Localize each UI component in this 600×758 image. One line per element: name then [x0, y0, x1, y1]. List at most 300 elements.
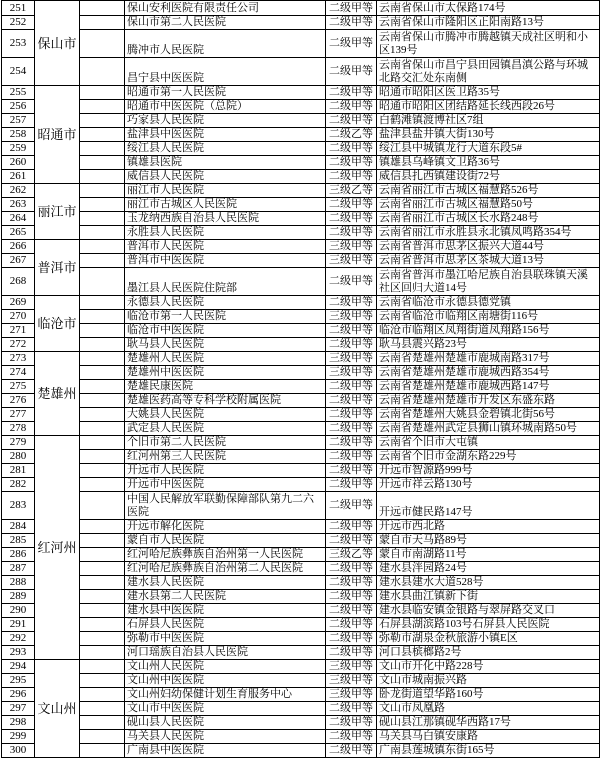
table-body [2, 1, 600, 758]
hospital-level-cell: 二级甲等 [326, 730, 377, 744]
address-cell: 白鹤滩镇渡博社区7组 [377, 114, 600, 128]
table-row [2, 128, 600, 142]
hospital-name-cell: 丽江市古城区人民医院 [125, 198, 326, 212]
hospital-level-cell: 二级甲等 [326, 268, 377, 296]
row-number-cell: 257 [2, 114, 35, 128]
row-number-cell: 262 [2, 184, 35, 198]
address-cell: 云南省楚雄州楚雄市鹿城南路317号 [377, 352, 600, 366]
blank-cell [80, 268, 125, 296]
hospital-level-cell: 二级甲等 [326, 478, 377, 492]
row-number-cell: 281 [2, 464, 35, 478]
address-cell: 蒙自市南湖路11号 [377, 548, 600, 562]
city-cell: 红河州 [35, 436, 80, 660]
hospital-level-cell: 二级甲等 [326, 604, 377, 618]
hospital-name-cell: 普洱市中医医院 [125, 254, 326, 268]
hospital-name-cell: 临沧市第一人民医院 [125, 310, 326, 324]
table-row [2, 156, 600, 170]
hospital-name-cell: 红河哈尼族彝族自治州第二人民医院 [125, 562, 326, 576]
table-row [2, 352, 600, 366]
row-number-cell: 295 [2, 674, 35, 688]
hospital-name-cell: 文山州妇幼保健计划生育服务中心 [125, 688, 326, 702]
row-number-cell: 277 [2, 408, 35, 422]
row-number-cell: 253 [2, 30, 35, 58]
address-cell: 云南省楚雄州大姚县金碧镇北街56号 [377, 408, 600, 422]
city-cell: 临沧市 [35, 296, 80, 352]
hospital-level-cell: 二级甲等 [326, 324, 377, 338]
address-cell: 建水县曲江镇新下街 [377, 590, 600, 604]
table-row [2, 520, 600, 534]
hospital-level-cell: 二级甲等 [326, 436, 377, 450]
table-row [2, 436, 600, 450]
hospital-level-cell: 二级乙等 [326, 128, 377, 142]
hospital-name-cell: 马关县人民医院 [125, 730, 326, 744]
address-cell: 石屏县湖滨路103号石屏县人民医院 [377, 618, 600, 632]
row-number-cell: 296 [2, 688, 35, 702]
hospital-name-cell: 腾冲市人民医院 [125, 30, 326, 58]
blank-cell [80, 142, 125, 156]
hospital-level-cell: 二级甲等 [326, 380, 377, 394]
table-row [2, 702, 600, 716]
blank-cell [80, 352, 125, 366]
hospital-level-cell: 二级甲等 [326, 716, 377, 730]
blank-cell [80, 744, 125, 758]
row-number-cell: 267 [2, 254, 35, 268]
hospital-name-cell: 开远市人民医院 [125, 464, 326, 478]
hospital-level-cell: 三级甲等 [326, 240, 377, 254]
table-row [2, 310, 600, 324]
blank-cell [80, 632, 125, 646]
hospital-name-cell: 绥江县人民医院 [125, 142, 326, 156]
blank-cell [80, 492, 125, 520]
blank-cell [80, 86, 125, 100]
table-row [2, 240, 600, 254]
address-cell: 河口县槟榔路2号 [377, 646, 600, 660]
row-number-cell: 271 [2, 324, 35, 338]
address-cell: 砚山县江那镇砚华西路17号 [377, 716, 600, 730]
hospital-name-cell: 楚雄医药高等专科学校附属医院 [125, 394, 326, 408]
table-row [2, 338, 600, 352]
hospital-name-cell: 文山市中医医院 [125, 702, 326, 716]
row-number-cell: 298 [2, 716, 35, 730]
row-number-cell: 288 [2, 576, 35, 590]
blank-cell [80, 1, 125, 16]
row-number-cell: 300 [2, 744, 35, 758]
address-cell: 云南省保山市腾冲市腾越镇天成社区明和小区139号 [377, 30, 600, 58]
row-number-cell: 265 [2, 226, 35, 240]
city-cell: 昭通市 [35, 86, 80, 184]
hospital-name-cell: 永胜县人民医院 [125, 226, 326, 240]
blank-cell [80, 660, 125, 674]
row-number-cell: 278 [2, 422, 35, 436]
table-row [2, 478, 600, 492]
blank-cell [80, 310, 125, 324]
row-number-cell: 252 [2, 16, 35, 30]
row-number-cell: 276 [2, 394, 35, 408]
hospital-level-cell: 二级甲等 [326, 198, 377, 212]
hospital-name-cell: 临沧市中医医院 [125, 324, 326, 338]
row-number-cell: 299 [2, 730, 35, 744]
table-row [2, 646, 600, 660]
table-row [2, 730, 600, 744]
hospital-level-cell: 二级甲等 [326, 450, 377, 464]
hospital-name-cell: 中国人民解放军联勤保障部队第九二六医院 [125, 492, 326, 520]
city-cell: 文山州 [35, 660, 80, 758]
address-cell: 云南省保山市昌宁县田园镇昌滇公路与环城北路交汇处东南侧 [377, 58, 600, 86]
blank-cell [80, 688, 125, 702]
blank-cell [80, 604, 125, 618]
hospital-level-cell: 二级甲等 [326, 534, 377, 548]
hospital-level-cell: 三级甲等 [326, 688, 377, 702]
table-row [2, 226, 600, 240]
blank-cell [80, 576, 125, 590]
table-row [2, 590, 600, 604]
row-number-cell: 251 [2, 1, 35, 16]
row-number-cell: 260 [2, 156, 35, 170]
address-cell: 开远市祥云路130号 [377, 478, 600, 492]
address-cell: 马关县马白镇安康路 [377, 730, 600, 744]
table-row [2, 492, 600, 520]
hospital-level-cell: 三级甲等 [326, 660, 377, 674]
blank-cell [80, 366, 125, 380]
address-cell: 云南省丽江市古城区长水路248号 [377, 212, 600, 226]
blank-cell [80, 338, 125, 352]
blank-cell [80, 674, 125, 688]
hospital-name-cell: 砚山县人民医院 [125, 716, 326, 730]
city-cell: 楚雄州 [35, 352, 80, 436]
address-cell: 昭通市昭阳区团结路延长线西段26号 [377, 100, 600, 114]
row-number-cell: 270 [2, 310, 35, 324]
hospital-name-cell: 昌宁县中医医院 [125, 58, 326, 86]
table-row [2, 254, 600, 268]
hospital-name-cell: 广南县中医医院 [125, 744, 326, 758]
address-cell: 云南省楚雄州楚雄市开发区东盛东路 [377, 394, 600, 408]
address-cell: 云南省楚雄州武定县狮山镇环城南路50号 [377, 422, 600, 436]
blank-cell [80, 716, 125, 730]
row-number-cell: 289 [2, 590, 35, 604]
hospital-name-cell: 个旧市第二人民医院 [125, 436, 326, 450]
blank-cell [80, 478, 125, 492]
table-row [2, 422, 600, 436]
table-row [2, 324, 600, 338]
hospital-level-cell: 二级甲等 [326, 422, 377, 436]
table-row [2, 58, 600, 86]
hospital-level-cell: 二级甲等 [326, 702, 377, 716]
address-cell: 云南省丽江市永胜县永北镇凤鸣路354号 [377, 226, 600, 240]
hospital-level-cell: 二级甲等 [326, 632, 377, 646]
address-cell: 云南省丽江市古城区福慧路50号 [377, 198, 600, 212]
table-row [2, 296, 600, 310]
row-number-cell: 287 [2, 562, 35, 576]
address-cell: 绥江县中城镇龙行大道东段5# [377, 142, 600, 156]
address-cell: 昭通市昭阳区医卫路35号 [377, 86, 600, 100]
row-number-cell: 279 [2, 436, 35, 450]
table-row [2, 632, 600, 646]
hospital-name-cell: 红河哈尼族彝族自治州第一人民医院 [125, 548, 326, 562]
table-row [2, 100, 600, 114]
address-cell: 云南省楚雄州楚雄市鹿城西路147号 [377, 380, 600, 394]
blank-cell [80, 436, 125, 450]
blank-cell [80, 184, 125, 198]
address-cell: 建水县泮园路24号 [377, 562, 600, 576]
table-row [2, 86, 600, 100]
blank-cell [80, 198, 125, 212]
blank-cell [80, 170, 125, 184]
table-row [2, 408, 600, 422]
hospital-name-cell: 文山州人民医院 [125, 660, 326, 674]
hospital-level-cell: 二级甲等 [326, 296, 377, 310]
hospital-name-cell: 镇雄县医院 [125, 156, 326, 170]
hospital-level-cell: 二级甲等 [326, 86, 377, 100]
hospital-level-cell: 二级甲等 [326, 100, 377, 114]
hospital-name-cell: 巧家县人民医院 [125, 114, 326, 128]
row-number-cell: 263 [2, 198, 35, 212]
row-number-cell: 284 [2, 520, 35, 534]
row-number-cell: 297 [2, 702, 35, 716]
row-number-cell: 268 [2, 268, 35, 296]
hospital-name-cell: 玉龙纳西族自治县人民医院 [125, 212, 326, 226]
hospital-name-cell: 丽江市人民医院 [125, 184, 326, 198]
row-number-cell: 273 [2, 352, 35, 366]
address-cell: 云南省楚雄州楚雄市鹿城西路354号 [377, 366, 600, 380]
hospital-name-cell: 河口瑶族自治县人民医院 [125, 646, 326, 660]
hospital-level-cell: 二级甲等 [326, 576, 377, 590]
table-row [2, 562, 600, 576]
row-number-cell: 258 [2, 128, 35, 142]
hospital-level-cell: 二级甲等 [326, 16, 377, 30]
hospital-name-cell: 蒙自市人民医院 [125, 534, 326, 548]
row-number-cell: 269 [2, 296, 35, 310]
blank-cell [80, 16, 125, 30]
blank-cell [80, 324, 125, 338]
blank-cell [80, 226, 125, 240]
hospital-name-cell: 耿马县人民医院 [125, 338, 326, 352]
blank-cell [80, 646, 125, 660]
row-number-cell: 255 [2, 86, 35, 100]
row-number-cell: 261 [2, 170, 35, 184]
address-cell: 镇雄县乌峰镇文卫路36号 [377, 156, 600, 170]
address-cell: 临沧市临翔区凤翔街道凤翔路156号 [377, 324, 600, 338]
blank-cell [80, 422, 125, 436]
address-cell: 蒙自市天马路89号 [377, 534, 600, 548]
hospital-level-cell: 二级甲等 [326, 520, 377, 534]
hospital-table [1, 0, 600, 758]
table-row [2, 30, 600, 58]
row-number-cell: 264 [2, 212, 35, 226]
hospital-name-cell: 大姚县人民医院 [125, 408, 326, 422]
hospital-level-cell: 三级甲等 [326, 254, 377, 268]
table-row [2, 604, 600, 618]
hospital-name-cell: 开远市解化医院 [125, 520, 326, 534]
row-number-cell: 290 [2, 604, 35, 618]
hospital-name-cell: 建水县第二人民医院 [125, 590, 326, 604]
address-cell: 广南县莲城镇东街165号 [377, 744, 600, 758]
address-cell: 文山市开化中路228号 [377, 660, 600, 674]
address-cell: 开远市西北路 [377, 520, 600, 534]
address-cell: 威信县扎西镇建设街72号 [377, 170, 600, 184]
city-cell: 丽江市 [35, 184, 80, 240]
blank-cell [80, 590, 125, 604]
address-cell: 云南省保山市太保路174号 [377, 1, 600, 16]
hospital-name-cell: 弥勒市中医医院 [125, 632, 326, 646]
blank-cell [80, 408, 125, 422]
blank-cell [80, 380, 125, 394]
address-cell: 云南省个旧市大屯镇 [377, 436, 600, 450]
hospital-level-cell: 二级甲等 [326, 212, 377, 226]
hospital-level-cell: 二级甲等 [326, 142, 377, 156]
hospital-level-cell: 二级甲等 [326, 408, 377, 422]
table-row [2, 660, 600, 674]
hospital-level-cell: 二级甲等 [326, 744, 377, 758]
hospital-level-cell: 二级甲等 [326, 30, 377, 58]
row-number-cell: 272 [2, 338, 35, 352]
hospital-level-cell: 二级甲等 [326, 58, 377, 86]
blank-cell [80, 562, 125, 576]
address-cell: 云南省普洱市思茅区振兴大道44号 [377, 240, 600, 254]
hospital-name-cell: 保山市第二人民医院 [125, 16, 326, 30]
row-number-cell: 282 [2, 478, 35, 492]
row-number-cell: 280 [2, 450, 35, 464]
address-cell: 文山市凤凰路 [377, 702, 600, 716]
table-row [2, 198, 600, 212]
hospital-name-cell: 盐津县中医医院 [125, 128, 326, 142]
hospital-level-cell: 二级甲等 [326, 114, 377, 128]
table-row [2, 394, 600, 408]
row-number-cell: 285 [2, 534, 35, 548]
hospital-name-cell: 永德县人民医院 [125, 296, 326, 310]
hospital-name-cell: 建水县中医医院 [125, 604, 326, 618]
blank-cell [80, 128, 125, 142]
table-row [2, 1, 600, 16]
hospital-level-cell: 二级甲等 [326, 156, 377, 170]
city-cell: 保山市 [35, 1, 80, 86]
blank-cell [80, 254, 125, 268]
address-cell: 建水县建水大道528号 [377, 576, 600, 590]
address-cell: 耿马县震兴路23号 [377, 338, 600, 352]
hospital-name-cell: 红河州第三人民医院 [125, 450, 326, 464]
row-number-cell: 283 [2, 492, 35, 520]
table-row [2, 170, 600, 184]
row-number-cell: 266 [2, 240, 35, 254]
hospital-name-cell: 武定县人民医院 [125, 422, 326, 436]
address-cell: 文山市城南振兴路 [377, 674, 600, 688]
address-cell: 盐津县盐井镇大街130号 [377, 128, 600, 142]
hospital-name-cell: 墨江县人民医院住院部 [125, 268, 326, 296]
row-number-cell: 275 [2, 380, 35, 394]
hospital-level-cell: 三级乙等 [326, 184, 377, 198]
blank-cell [80, 394, 125, 408]
blank-cell [80, 156, 125, 170]
blank-cell [80, 100, 125, 114]
row-number-cell: 286 [2, 548, 35, 562]
table-row [2, 744, 600, 758]
table-row [2, 688, 600, 702]
hospital-name-cell: 保山安利医院有限责任公司 [125, 1, 326, 16]
table-row [2, 212, 600, 226]
hospital-name-cell: 楚雄民康医院 [125, 380, 326, 394]
hospital-level-cell: 三级甲等 [326, 352, 377, 366]
hospital-level-cell: 二级甲等 [326, 646, 377, 660]
hospital-level-cell: 二级甲等 [326, 226, 377, 240]
blank-cell [80, 450, 125, 464]
blank-cell [80, 212, 125, 226]
table-row [2, 450, 600, 464]
table-row [2, 674, 600, 688]
table-row [2, 716, 600, 730]
address-cell: 云南省临沧市永德县德党镇 [377, 296, 600, 310]
hospital-name-cell: 楚雄州人民医院 [125, 352, 326, 366]
row-number-cell: 256 [2, 100, 35, 114]
table-row [2, 268, 600, 296]
blank-cell [80, 702, 125, 716]
row-number-cell: 274 [2, 366, 35, 380]
blank-cell [80, 520, 125, 534]
table-row [2, 366, 600, 380]
table-row [2, 548, 600, 562]
row-number-cell: 291 [2, 618, 35, 632]
table-row [2, 534, 600, 548]
address-cell: 云南省普洱市思茅区茶城大道13号 [377, 254, 600, 268]
hospital-level-cell: 二级甲等 [326, 170, 377, 184]
table-row [2, 576, 600, 590]
table-row [2, 464, 600, 478]
hospital-level-cell: 二级甲等 [326, 590, 377, 604]
hospital-name-cell: 威信县人民医院 [125, 170, 326, 184]
hospital-level-cell: 二级甲等 [326, 492, 377, 520]
address-cell: 云南省保山市隆阳区正阳南路13号 [377, 16, 600, 30]
blank-cell [80, 464, 125, 478]
hospital-level-cell: 二级甲等 [326, 338, 377, 352]
table-row [2, 184, 600, 198]
hospital-level-cell: 二级甲等 [326, 464, 377, 478]
blank-cell [80, 58, 125, 86]
blank-cell [80, 114, 125, 128]
blank-cell [80, 548, 125, 562]
hospital-name-cell: 石屏县人民医院 [125, 618, 326, 632]
table-row [2, 114, 600, 128]
blank-cell [80, 30, 125, 58]
address-cell: 开远市智源路999号 [377, 464, 600, 478]
hospital-name-cell: 普洱市人民医院 [125, 240, 326, 254]
row-number-cell: 292 [2, 632, 35, 646]
table-row [2, 618, 600, 632]
address-cell: 云南省个旧市金湖东路229号 [377, 450, 600, 464]
hospital-level-cell: 二级甲等 [326, 618, 377, 632]
table-row [2, 16, 600, 30]
blank-cell [80, 730, 125, 744]
blank-cell [80, 240, 125, 254]
address-cell: 建水县临安镇金银路与翠屏路交叉口 [377, 604, 600, 618]
hospital-name-cell: 昭通市第一人民医院 [125, 86, 326, 100]
table-row [2, 380, 600, 394]
hospital-name-cell: 楚雄州中医医院 [125, 366, 326, 380]
row-number-cell: 259 [2, 142, 35, 156]
hospital-level-cell: 三级甲等 [326, 674, 377, 688]
hospital-level-cell: 三级乙等 [326, 548, 377, 562]
address-cell: 开远市健民路147号 [377, 492, 600, 520]
row-number-cell: 254 [2, 58, 35, 86]
address-cell: 弥勒市湖泉金秋旅游小镇E区 [377, 632, 600, 646]
row-number-cell: 293 [2, 646, 35, 660]
address-cell: 卧龙街道望华路160号 [377, 688, 600, 702]
blank-cell [80, 296, 125, 310]
address-cell: 云南省普洱市墨江哈尼族自治县联珠镇天溪社区回归大道14号 [377, 268, 600, 296]
hospital-name-cell: 文山州中医医院 [125, 674, 326, 688]
address-cell: 云南省临沧市临翔区南塘街116号 [377, 310, 600, 324]
blank-cell [80, 618, 125, 632]
hospital-name-cell: 昭通市中医医院（总院） [125, 100, 326, 114]
hospital-level-cell: 二级甲等 [326, 562, 377, 576]
hospital-level-cell: 三级甲等 [326, 310, 377, 324]
